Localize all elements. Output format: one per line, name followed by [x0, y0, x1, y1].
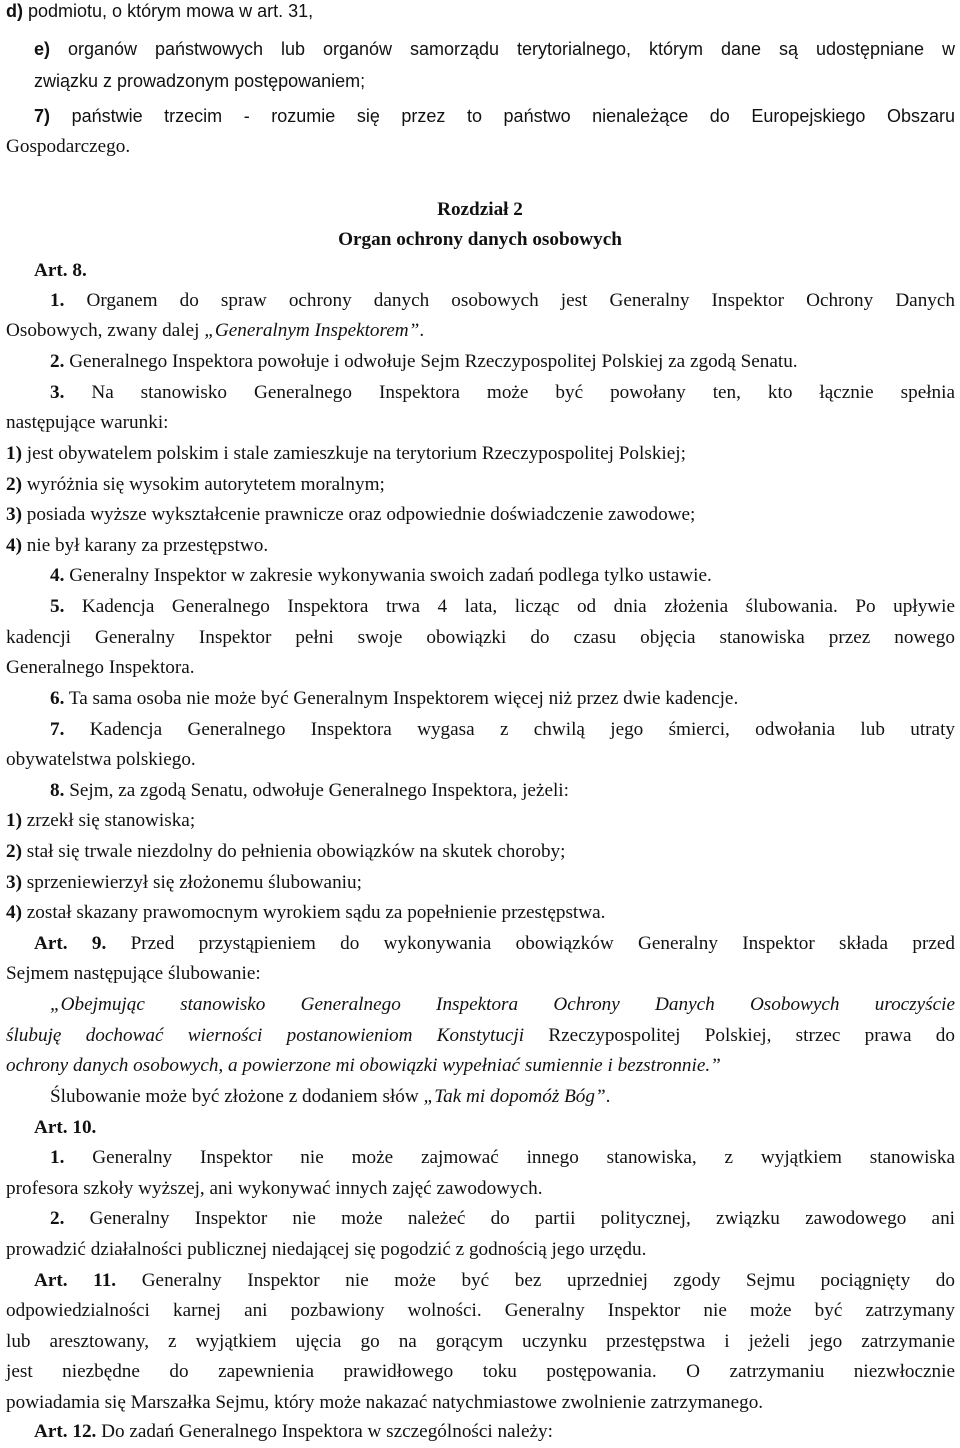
dismissal-2: 2) stał się trwale niezdolny do pełnienia obowiązków na skutek choroby;	[6, 841, 566, 862]
item-e-cont: związku z prowadzonym postępowaniem;	[34, 71, 366, 91]
article-11-cont4: powiadamia się Marszałka Sejmu, który może nakazać natychmiastowe zwolnienie zatrzymanego.	[6, 1392, 764, 1413]
art8-para5: 5. Kadencja Generalnego Inspektora trwa 4 lata, licząc od dnia złożenia ślubowania. Po upływie	[50, 596, 955, 617]
definition-7: 7) państwie trzecim - rozumie się przez to państwo nienależące do Europejskiego Obszaru	[34, 106, 955, 126]
condition-4: 4) nie był karany za przestępstwo.	[6, 535, 269, 556]
art8-para8: 8. Sejm, za zgodą Senatu, odwołuje Generalnego Inspektora, jeżeli:	[50, 780, 569, 801]
art8-para5-cont1: kadencji Generalny Inspektor pełni swoje obowiązki do czasu objęcia stanowiska przez nowego	[6, 627, 955, 648]
definition-7-cont: Gospodarczego.	[6, 136, 131, 157]
art8-para6: 6. Ta sama osoba nie może być Generalnym Inspektorem więcej niż przez dwie kadencje.	[50, 688, 739, 709]
condition-2: 2) wyróżnia się wysokim autorytetem moralnym;	[6, 474, 385, 495]
article-11-cont3: jest niezbędne do zapewnienia prawidłowego toku postępowania. O zatrzymaniu niezwłocznie	[6, 1361, 955, 1382]
art8-para5-cont2: Generalnego Inspektora.	[6, 657, 195, 678]
art8-para7: 7. Kadencja Generalnego Inspektora wygasa z chwilą jego śmierci, odwołania lub utraty	[50, 719, 955, 740]
dismissal-1: 1) zrzekł się stanowiska;	[6, 810, 196, 831]
art8-para3-cont: następujące warunki:	[6, 412, 169, 433]
art8-para2: 2. Generalnego Inspektora powołuje i odwołuje Sejm Rzeczypospolitej Polskiej za zgodą Senatu.	[50, 351, 798, 372]
art10-para1-cont: profesora szkoły wyższej, ani wykonywać innych zajęć zawodowych.	[6, 1178, 543, 1199]
chapter-heading: Rozdział 2	[437, 199, 523, 220]
condition-3: 3) posiada wyższe wykształcenie prawnicze oraz odpowiednie doświadczenie zawodowe;	[6, 504, 696, 525]
condition-1: 1) jest obywatelem polskim i stale zamieszkuje na terytorium Rzeczypospolitej Polskiej;	[6, 443, 686, 464]
item-d: d) podmiotu, o którym mowa w art. 31,	[6, 1, 314, 21]
article-11: Art. 11. Generalny Inspektor nie może być bez uprzedniej zgody Sejmu pociągnięty do	[34, 1270, 955, 1291]
article-10-heading: Art. 10.	[34, 1117, 97, 1138]
oath-line-2: ślubuję dochować wierności postanowieniom Konstytucji Rzeczypospolitej Polskiej, strzec prawa do	[6, 1025, 955, 1046]
oath-addition: Ślubowanie może być złożone z dodaniem słów „Tak mi dopomóż Bóg”.	[50, 1086, 611, 1107]
art8-para7-cont: obywatelstwa polskiego.	[6, 749, 196, 770]
chapter-title: Organ ochrony danych osobowych	[338, 229, 622, 250]
art10-para2: 2. Generalny Inspektor nie może należeć do partii politycznej, związku zawodowego ani	[50, 1208, 955, 1229]
item-e: e) organów państwowych lub organów samorządu terytorialnego, którym dane są udostępniane w	[34, 39, 955, 59]
art10-para1: 1. Generalny Inspektor nie może zajmować innego stanowiska, z wyjątkiem stanowiska	[50, 1147, 955, 1168]
article-9: Art. 9. Przed przystąpieniem do wykonywania obowiązków Generalny Inspektor składa przed	[34, 933, 955, 954]
art8-para1-cont: Osobowych, zwany dalej „Generalnym Inspektorem”.	[6, 320, 425, 341]
art8-para1: 1. Organem do spraw ochrony danych osobowych jest Generalny Inspektor Ochrony Danych	[50, 290, 955, 311]
oath-line-1: „Obejmując stanowisko Generalnego Inspektora Ochrony Danych Osobowych uroczyście	[50, 994, 955, 1015]
art8-para3: 3. Na stanowisko Generalnego Inspektora może być powołany ten, kto łącznie spełnia	[50, 382, 955, 403]
art8-para4: 4. Generalny Inspektor w zakresie wykonywania swoich zadań podlega tylko ustawie.	[50, 565, 712, 586]
art10-para2-cont: prowadzić działalności publicznej niedającej się pogodzić z godnością jego urzędu.	[6, 1239, 647, 1260]
article-11-cont1: odpowiedzialności karnej ani pozbawiony wolności. Generalny Inspektor nie może być zatrzymany	[6, 1300, 955, 1321]
dismissal-4: 4) został skazany prawomocnym wyrokiem sądu za popełnienie przestępstwa.	[6, 902, 606, 923]
oath-line-3: ochrony danych osobowych, a powierzone mi obowiązki wypełniać sumiennie i bezstronnie.”	[6, 1055, 721, 1076]
article-8-heading: Art. 8.	[34, 260, 87, 281]
article-11-cont2: lub aresztowany, z wyjątkiem ujęcia go na gorącym uczynku przestępstwa i jeżeli jego zatrzymanie	[6, 1331, 955, 1352]
dismissal-3: 3) sprzeniewierzył się złożonemu ślubowaniu;	[6, 872, 362, 893]
article-12: Art. 12. Do zadań Generalnego Inspektora w szczególności należy:	[34, 1421, 553, 1442]
article-9-cont: Sejmem następujące ślubowanie:	[6, 963, 261, 984]
